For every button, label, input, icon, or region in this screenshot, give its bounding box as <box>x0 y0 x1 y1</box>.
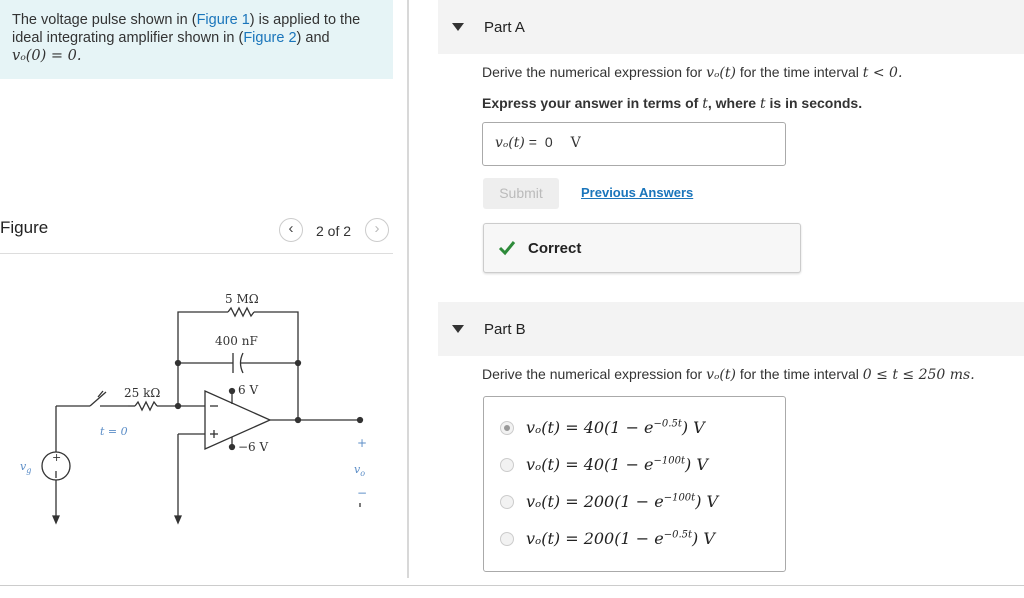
intro-text-2: ) is applied to the ideal integrating amplifier shown in ( <box>12 12 361 46</box>
pos-supply-terminal <box>230 389 235 394</box>
prev-figure-button[interactable] <box>279 218 303 242</box>
part-b-title[interactable]: Part B <box>484 321 526 338</box>
feedback-text: Correct <box>528 240 582 257</box>
part-b-question: Derive the numerical expression for vₒ(t) for the time interval 0 ≤ t ≤ 250 ms. <box>482 366 975 383</box>
feedback-wire-right <box>254 312 298 363</box>
ground-arrow <box>175 516 181 523</box>
next-figure-button[interactable] <box>365 218 389 242</box>
problem-intro-text <box>12 11 387 65</box>
part-a-header[interactable] <box>438 0 1024 54</box>
node-dot <box>296 418 301 423</box>
choice-radio-1[interactable] <box>500 421 514 435</box>
choice-radio-4[interactable] <box>500 532 514 546</box>
output-plus: + <box>357 436 368 450</box>
source-ground-arrow <box>53 516 59 523</box>
part-a-title[interactable]: Part A <box>484 19 525 36</box>
part-a-instruction: Express your answer in terms of t, where t is in seconds. <box>482 95 863 112</box>
choice-label-2[interactable]: $v_o(t) = 40(1 - e^{-100t})$ V <box>526 455 708 474</box>
integrator-circuit-diagram <box>0 285 400 530</box>
choice-radio-3[interactable] <box>500 495 514 509</box>
chevron-right-icon: › <box>374 220 380 237</box>
output-minus: − <box>357 486 368 500</box>
neg-supply-label: −6 V <box>238 440 269 454</box>
answer-value: 0 <box>544 134 553 150</box>
input-resistor <box>135 402 157 410</box>
figure-page-indicator: 2 of 2 <box>316 223 352 239</box>
figure-1-link[interactable]: Figure 1 <box>196 12 250 28</box>
checkmark-icon <box>498 240 516 256</box>
node-dot <box>176 404 181 409</box>
submit-button[interactable]: Submit <box>483 178 559 209</box>
collapse-triangle-icon[interactable] <box>452 325 464 333</box>
choice-label-3[interactable]: $v_o(t) = 200(1 - e^{-100t})$ V <box>526 492 719 511</box>
choice-radio-2[interactable] <box>500 458 514 472</box>
intro-text-3: ) and <box>296 30 330 46</box>
intro-text-1: The voltage pulse shown in ( <box>12 12 197 28</box>
neg-supply-terminal <box>230 445 235 450</box>
bottom-divider <box>0 585 1024 586</box>
switch-blade <box>90 392 106 406</box>
figure-divider <box>0 253 393 254</box>
switch-time-label: t = 0 <box>100 425 128 438</box>
part-b-header[interactable] <box>438 302 1024 356</box>
feedback-resistor-label: 5 MΩ <box>225 292 259 306</box>
capacitor-label: 400 nF <box>215 334 258 348</box>
source-plus: + <box>52 451 62 464</box>
figure-2-link[interactable]: Figure 2 <box>243 30 297 46</box>
initial-condition: vₒ(0) = 0. <box>12 48 82 64</box>
previous-answers-link[interactable]: Previous Answers <box>581 185 694 200</box>
figure-label: Figure <box>0 218 49 237</box>
output-terminal <box>358 418 363 423</box>
answer-unit: V <box>570 135 581 151</box>
choice-label-4[interactable]: $v_o(t) = 200(1 - e^{-0.5t})$ V <box>526 529 715 548</box>
pos-supply-label: 6 V <box>238 383 259 397</box>
part-a-question: Derive the numerical expression for vₒ(t) for the time interval t < 0. <box>482 64 903 81</box>
panel-divider[interactable] <box>407 0 409 578</box>
input-resistor-label: 25 kΩ <box>124 386 161 400</box>
part-a-answer: vₒ(t) = 0 V <box>495 134 581 151</box>
collapse-triangle-icon[interactable] <box>452 23 464 31</box>
feedback-resistor <box>228 308 254 316</box>
chevron-left-icon: ‹ <box>288 220 294 237</box>
source-label: $v_g$ <box>20 460 32 475</box>
output-label: $v_o$ <box>354 463 366 478</box>
choice-label-1[interactable]: $v_o(t) = 40(1 - e^{-0.5t})$ V <box>526 418 705 437</box>
